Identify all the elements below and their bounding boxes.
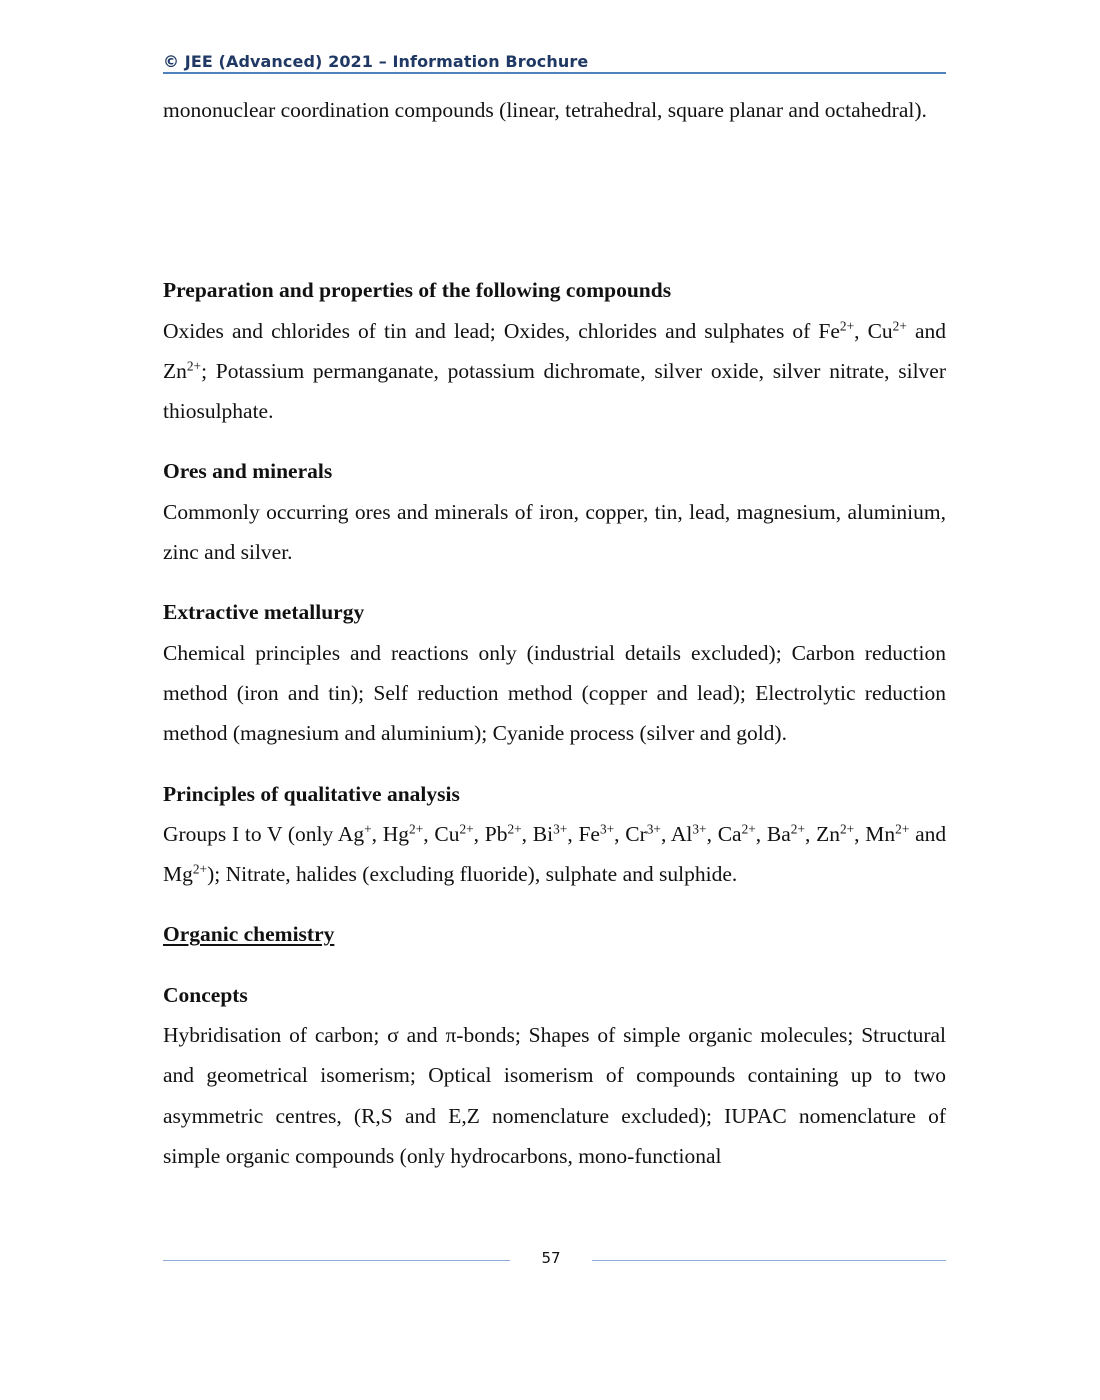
ion-charge: 2+ — [741, 821, 756, 837]
preparation-paragraph — [163, 311, 946, 432]
ion-charge: 2+ — [409, 821, 424, 837]
ion-charge: 2+ — [507, 821, 522, 837]
zn-charge: 2+ — [186, 358, 202, 374]
section-heading-concepts: Concepts — [163, 982, 248, 1007]
preparation-text-4: ; Potassium permanganate, potassium dichromate, silver oxide, silver nitrate, silver thiosulphate. — [163, 358, 946, 424]
header-divider — [163, 72, 946, 74]
ion-symbol: Ca — [717, 821, 742, 846]
concepts-paragraph: Hybridisation of carbon; σ and π-bonds; Shapes of simple organic molecules; Structural and geometrical isomerism; Optical isomerism of compounds containing up to two asymmetric centres, (R,S and E,Z nomenclature excluded); IUPAC nomenclature of simple organic compounds (only hydrocarbons, mono-functional — [163, 1023, 946, 1168]
page-body — [163, 90, 946, 1176]
intro-paragraph: mononuclear coordination compounds (linear, tetrahedral, square planar and octahedral). — [163, 98, 927, 122]
qualitative-lead-text: Groups I to V (only — [163, 821, 338, 846]
ion-separator: , — [854, 821, 866, 846]
ion-separator: , — [804, 821, 817, 846]
fe-charge: 2+ — [839, 318, 855, 334]
ion-separator: and — [909, 821, 947, 846]
ion-symbol: Bi — [532, 821, 554, 846]
section-heading-qualitative: Principles of qualitative analysis — [163, 781, 460, 806]
ion-charge: 2+ — [459, 821, 474, 837]
ion-symbol: Cr — [625, 821, 647, 846]
ion-separator: , — [567, 821, 579, 846]
major-heading-organic-chemistry: Organic chemistry — [163, 922, 335, 947]
ion-symbol: Cu — [434, 821, 460, 846]
ion-charge: 2+ — [839, 821, 855, 837]
ion-symbol: Mn — [865, 821, 896, 846]
page-number: 57 — [541, 1249, 561, 1267]
ion-separator: , — [423, 821, 435, 846]
running-header: © JEE (Advanced) 2021 – Information Brochure — [163, 52, 589, 71]
preparation-text-2: , Cu — [854, 318, 893, 343]
ion-charge: + — [364, 821, 372, 837]
ion-symbol: Pb — [484, 821, 508, 846]
footer-divider-left — [163, 1260, 510, 1261]
ion-charge: 2+ — [790, 821, 805, 837]
ion-separator: , — [473, 821, 485, 846]
ion-charge: 2+ — [192, 861, 208, 877]
ion-symbol: Al — [670, 821, 693, 846]
ion-separator: , — [706, 821, 718, 846]
footer-divider-right — [592, 1260, 946, 1261]
ion-symbol: Ba — [766, 821, 791, 846]
metallurgy-paragraph: Chemical principles and reactions only (industrial details excluded); Carbon reduction method (iron and tin); Self reduction method (copper and lead); Electrolytic reduction method (magnesium and aluminium); Cyanide process (silver and gold). — [163, 640, 946, 746]
ion-separator: , — [614, 821, 626, 846]
ion-charge: 3+ — [553, 821, 568, 837]
ion-symbol: Hg — [382, 821, 410, 846]
ion-charge: 2+ — [895, 821, 910, 837]
ion-symbol: Ag — [337, 821, 365, 846]
ion-separator: , — [521, 821, 533, 846]
ion-separator: , — [371, 821, 383, 846]
ion-symbol: Zn — [816, 821, 840, 846]
ion-charge: 3+ — [599, 821, 615, 837]
ion-symbol: Fe — [578, 821, 600, 846]
ores-paragraph: Commonly occurring ores and minerals of iron, copper, tin, lead, magnesium, aluminium, zinc and silver. — [163, 499, 946, 565]
section-gap — [163, 955, 946, 975]
ion-separator: , — [660, 821, 671, 846]
section-heading-metallurgy: Extractive metallurgy — [163, 600, 365, 625]
ion-charge: 3+ — [692, 821, 707, 837]
ion-separator: , — [755, 821, 767, 846]
ion-symbol: Mg — [163, 862, 193, 887]
section-heading-preparation: Preparation and properties of the following compounds — [163, 278, 672, 303]
section-gap — [163, 130, 946, 270]
preparation-text-3: and Zn — [163, 318, 946, 383]
qualitative-paragraph — [163, 814, 946, 895]
ion-charge: 3+ — [646, 821, 661, 837]
preparation-text-1: Oxides and chlorides of tin and lead; Oxides, chlorides and sulphates of Fe — [163, 318, 840, 343]
section-heading-ores: Ores and minerals — [163, 459, 333, 484]
cu-charge: 2+ — [892, 318, 907, 334]
qualitative-tail-text: ); Nitrate, halides (excluding fluoride), sulphate and sulphide. — [207, 862, 738, 887]
